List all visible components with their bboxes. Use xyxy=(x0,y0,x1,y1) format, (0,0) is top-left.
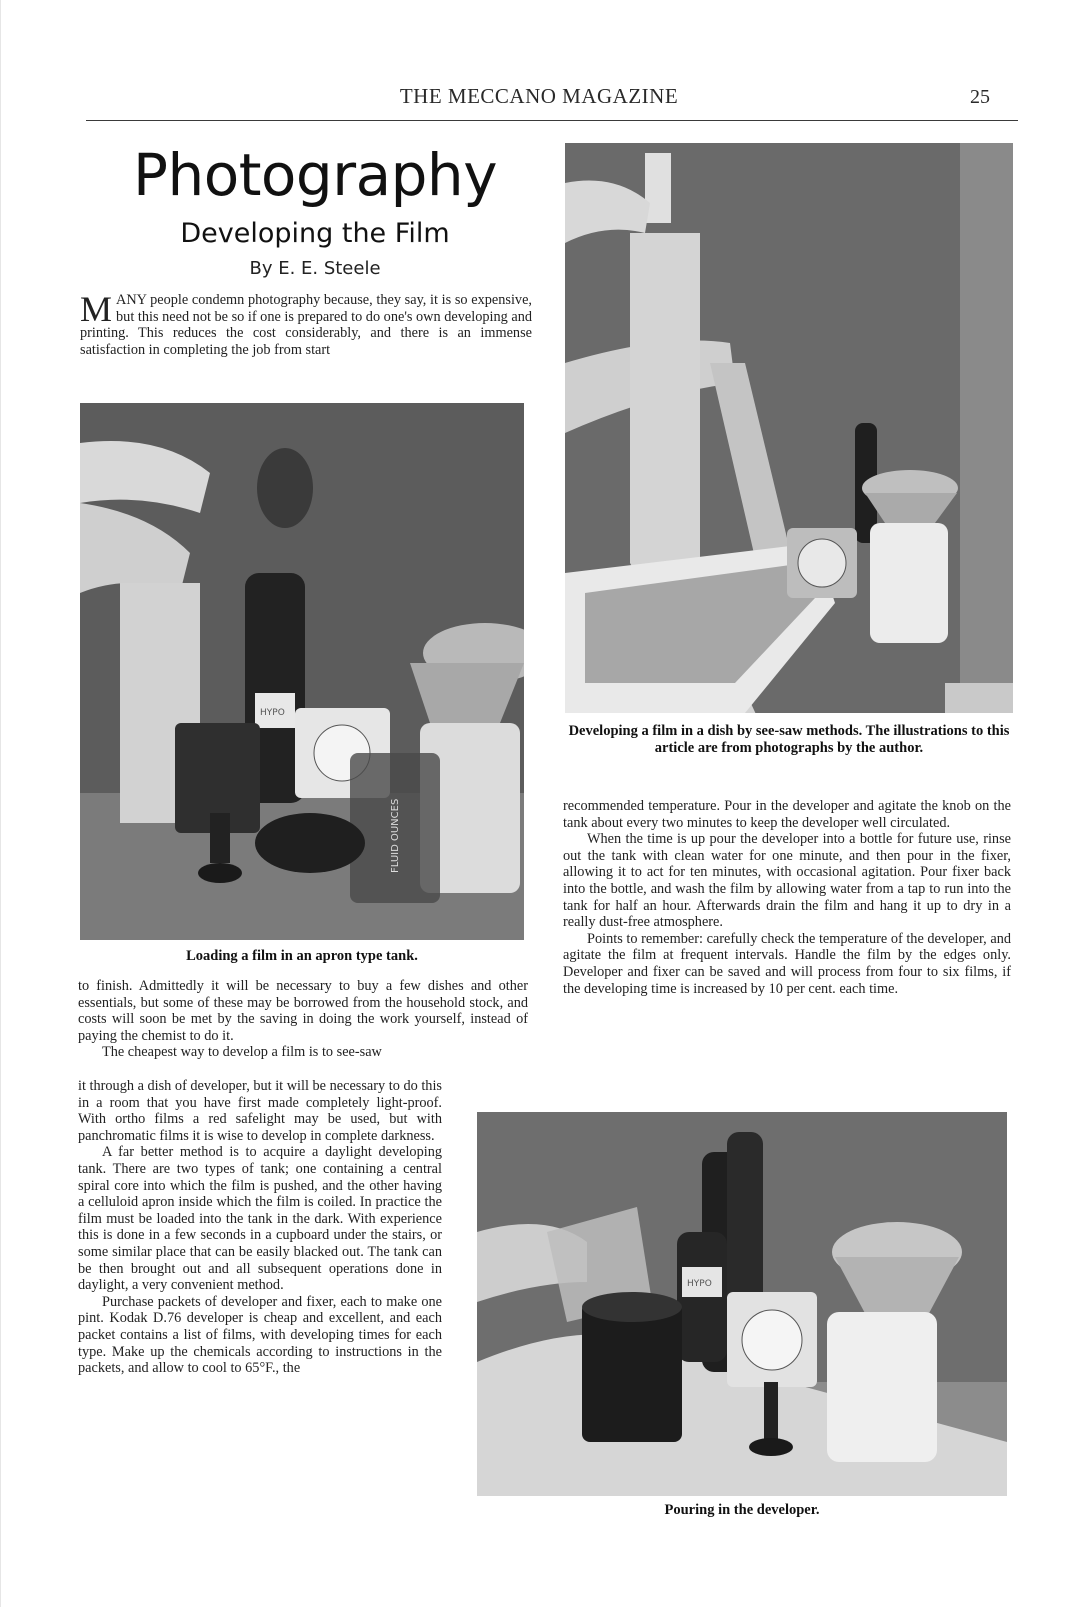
article-subtitle: Developing the Film xyxy=(180,218,450,249)
photo-loading-film xyxy=(80,403,524,940)
paragraph: The cheapest way to develop a film is to see-saw xyxy=(102,1044,382,1061)
caption-pouring: Pouring in the developer. xyxy=(664,1502,820,1518)
paragraph: A far better method is to acquire a daylight developing tank. There are two types of tank; one containing a central spiral core into which the film is pushed, and the other having a celluloid apron inside which the film is coiled. In practice the film must be loaded into the tank in the dark. With experience this is done in a few seconds in a cupboard under the stairs, or some similar place that can be easily blacked out. The tank can be then brought out and all subsequent operations done in daylight, a very convenient method. xyxy=(78,1144,442,1294)
hypo-label-2: HYPO xyxy=(687,1279,712,1289)
paragraph: recommended temperature. Pour in the developer and agitate the knob on the tank about every two minutes to keep the developer well circulated. xyxy=(563,798,1011,831)
paragraph: it through a dish of developer, but it will be necessary to do this in a room that you have first made completely light-proof. With ortho films a red safelight may be used, but with panchromatic films it is wise to develop in complete darkness. xyxy=(78,1078,442,1144)
page-number: 25 xyxy=(970,86,990,108)
fluid-ounces-label: FLUID OUNCES xyxy=(390,798,401,873)
paragraph: to finish. Admittedly it will be necessary to buy a few dishes and other essentials, but some of these may be borrowed from the household stock, and costs will soon be met by the saving in doing the work yourself, instead of paying the chemist to do it. xyxy=(78,978,528,1044)
magazine-title: THE MECCANO MAGAZINE xyxy=(399,84,679,108)
column1-text-narrow xyxy=(78,1078,442,1377)
paragraph: Points to remember: carefully check the temperature of the developer, and agitate the film at frequent intervals. Handle the film by the edges only. Developer and fixer can be saved and will process from four to six films, if the developing time is increased by 10 per cent. each time. xyxy=(563,930,1011,997)
header-rule xyxy=(86,120,1018,121)
drop-cap: M xyxy=(80,289,113,329)
paragraph: Purchase packets of developer and fixer, each to make one pint. Kodak D.76 developer is cheap and excellent, and each packet contains a list of films, with developing times for each type. Make up the chemicals according to instructions in the packets, and allow to cool to 65°F., the xyxy=(78,1293,442,1377)
article-title: Photography xyxy=(132,141,498,209)
photo-pouring-developer xyxy=(477,1112,1007,1496)
column1-text-wide xyxy=(78,978,528,1061)
hypo-label-1: HYPO xyxy=(260,708,285,718)
article-byline: By E. E. Steele xyxy=(249,258,381,279)
caption-loading-film: Loading a film in an apron type tank. xyxy=(186,948,418,964)
intro-text xyxy=(80,289,532,358)
column2-text xyxy=(563,798,1011,997)
photo-seesaw-dish xyxy=(565,143,1013,713)
intro-paragraph: ANY people condemn photography because, they say, it is so expensive, but this need not be so if one is prepared to do one's own developing and printing. This reduces the cost considerably, and there is an immense satisfaction in completing the job from start xyxy=(80,292,532,358)
caption-seesaw: Developing a film in a dish by see-saw methods. The illustrations to this article are from photographs by the author. xyxy=(568,723,1010,756)
paragraph: When the time is up pour the developer into a bottle for future use, rinse out the tank with clean water for one minute, and then pour in the fixer, allowing it to act for ten minutes, with occasional agitation. Pour fixer back into the bottle, and wash the film by allowing water from a tap to run into the tank for half an hour. Afterwards drain the film and hang it up to dry in a really dust-free atmosphere. xyxy=(563,831,1011,931)
